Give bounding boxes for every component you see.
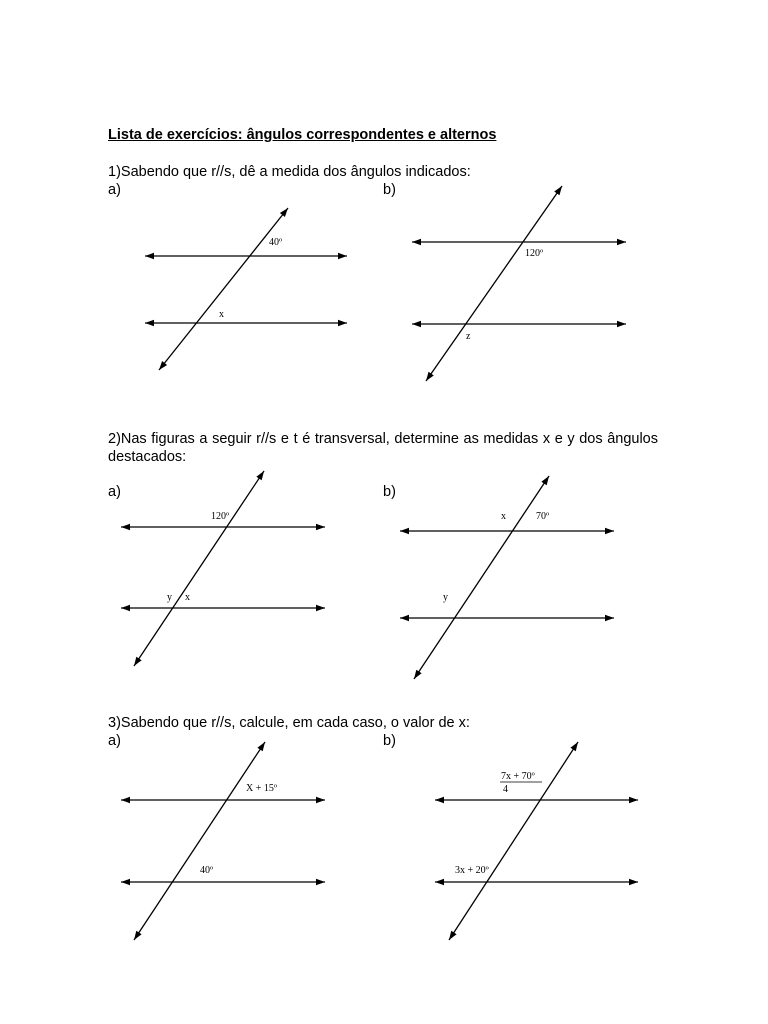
angle-label-y: y: [443, 592, 448, 603]
angle-label-y: y: [167, 592, 172, 603]
angle-label-z: z: [466, 331, 471, 342]
figure-2a: [121, 471, 325, 666]
arrowhead: [629, 879, 638, 885]
figure-1b: [412, 186, 626, 381]
page-title: Lista de exercícios: ângulos correspondentes e alternos: [108, 127, 497, 143]
transversal-line: [134, 471, 264, 666]
line-segment: [426, 186, 562, 381]
question-3a-label: a): [108, 733, 121, 749]
arrowhead: [316, 797, 325, 803]
arrowhead: [316, 879, 325, 885]
transversal-line: [426, 186, 562, 381]
arrowhead: [338, 320, 347, 326]
arrowhead: [134, 657, 142, 666]
angle-label-120: 120º: [211, 511, 230, 522]
parallel-line-r: [121, 797, 325, 803]
arrowhead: [435, 797, 444, 803]
parallel-line-s: [412, 321, 626, 327]
arrowhead: [400, 528, 409, 534]
arrowhead: [449, 931, 457, 940]
line-segment: [414, 476, 549, 679]
question-2-statement: 2)Nas figuras a seguir r//s e t é transversal, determine as medidas x e y dos ângulos destacados:: [108, 431, 658, 465]
parallel-line-s: [400, 615, 614, 621]
question-3-statement: 3)Sabendo que r//s, calcule, em cada caso, o valor de x:: [108, 715, 470, 731]
parallel-line-s: [435, 879, 638, 885]
line-segment: [159, 208, 288, 370]
parallel-line-r: [412, 239, 626, 245]
question-1b-label: b): [383, 182, 396, 198]
arrowhead: [134, 931, 142, 940]
arrowhead: [414, 670, 422, 679]
parallel-line-s: [121, 605, 325, 611]
arrowhead: [316, 524, 325, 530]
arrowhead: [121, 524, 130, 530]
transversal-line: [414, 476, 549, 679]
parallel-line-r: [145, 253, 347, 259]
question-2a-label: a): [108, 484, 121, 500]
question-2b-label: b): [383, 484, 396, 500]
fraction-denominator: 4: [503, 784, 508, 795]
arrowhead: [316, 605, 325, 611]
arrowhead: [121, 605, 130, 611]
line-segment: [134, 471, 264, 666]
arrowhead: [605, 528, 614, 534]
angle-label-40: 40º: [269, 237, 283, 248]
arrowhead: [629, 797, 638, 803]
question-3b-label: b): [383, 733, 396, 749]
arrowhead: [400, 615, 409, 621]
arrowhead: [426, 372, 434, 381]
angle-label-120: 120º: [525, 248, 544, 259]
arrowhead: [121, 797, 130, 803]
angle-label-x: x: [185, 592, 190, 603]
fraction-numerator: 7x + 70º: [501, 771, 535, 782]
parallel-line-r: [400, 528, 614, 534]
arrowhead: [256, 471, 264, 480]
angle-label-70: 70º: [536, 511, 550, 522]
parallel-line-s: [145, 320, 347, 326]
arrowhead: [570, 742, 578, 751]
arrowhead: [412, 321, 421, 327]
figure-3a: [121, 742, 325, 940]
parallel-line-r: [435, 797, 638, 803]
transversal-line: [159, 208, 288, 370]
arrowhead: [554, 186, 562, 195]
arrowhead: [145, 320, 154, 326]
arrowhead: [617, 239, 626, 245]
parallel-line-s: [121, 879, 325, 885]
figure-2b: [400, 476, 614, 679]
arrowhead: [541, 476, 549, 485]
arrowhead: [338, 253, 347, 259]
figure-3b: [435, 742, 638, 940]
transversal-line: [134, 742, 265, 940]
angle-label-3x-plus-20: 3x + 20º: [455, 865, 489, 876]
arrowhead: [605, 615, 614, 621]
line-segment: [134, 742, 265, 940]
angle-label-x: x: [501, 511, 506, 522]
arrowhead: [121, 879, 130, 885]
angle-label-x-plus-15: X + 15º: [246, 783, 277, 794]
parallel-line-r: [121, 524, 325, 530]
arrowhead: [435, 879, 444, 885]
question-1-statement: 1)Sabendo que r//s, dê a medida dos ângulos indicados:: [108, 164, 471, 180]
arrowhead: [412, 239, 421, 245]
question-1a-label: a): [108, 182, 121, 198]
arrowhead: [145, 253, 154, 259]
arrowhead: [257, 742, 265, 751]
angle-label-40: 40º: [200, 865, 214, 876]
arrowhead: [617, 321, 626, 327]
angle-label-x: x: [219, 309, 224, 320]
figure-1a: [145, 208, 347, 370]
